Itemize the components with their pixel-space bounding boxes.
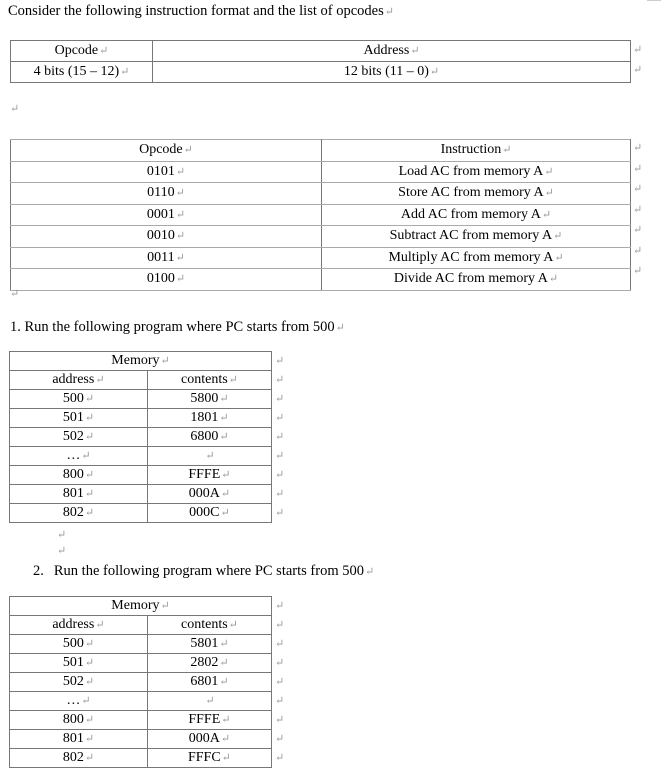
table-row: 502↵ 6800↵ bbox=[10, 428, 272, 447]
table-row: 802↵ 000C↵ bbox=[10, 504, 272, 523]
row-end-mark-icon: ↵ bbox=[275, 676, 285, 688]
row-end-mark-icon: ↵ bbox=[275, 488, 285, 500]
row-end-mark-icon: ↵ bbox=[275, 469, 285, 481]
table-row: 801↵ 000A↵ bbox=[10, 730, 272, 749]
row-end-mark-icon: ↵ bbox=[275, 600, 285, 612]
table-cell: Opcode↵ bbox=[11, 41, 153, 62]
row-end-mark-icon: ↵ bbox=[633, 204, 643, 216]
row-end-mark-icon: ↵ bbox=[275, 374, 285, 386]
row-end-mark-icon: ↵ bbox=[633, 142, 643, 154]
table-row: 501↵ 2802↵ bbox=[10, 654, 272, 673]
table-row bbox=[10, 352, 272, 371]
row-end-mark-icon: ↵ bbox=[275, 638, 285, 650]
table-row bbox=[10, 597, 272, 616]
memory-table-1 bbox=[9, 351, 272, 523]
row-end-mark-icon: ↵ bbox=[633, 163, 643, 175]
row-end-mark-icon: ↵ bbox=[275, 657, 285, 669]
question-1-text: 1. Run the following program where PC starts from 500↵ bbox=[10, 319, 345, 335]
table-row: 0011↵ Multiply AC from memory A↵ bbox=[11, 247, 631, 269]
table-row: 800↵ FFFE↵ bbox=[10, 711, 272, 730]
row-end-mark-icon: ↵ bbox=[275, 695, 285, 707]
row-end-mark-icon: ↵ bbox=[275, 733, 285, 745]
table-row: 0001↵ Add AC from memory A↵ bbox=[11, 204, 631, 226]
question-2-text: 2. Run the following program where PC starts from 500↵ bbox=[33, 563, 375, 579]
paragraph-mark-icon: ↵ bbox=[57, 545, 67, 557]
page-corner-line bbox=[647, 0, 661, 1]
table-row bbox=[11, 41, 631, 62]
table-row: 500↵ 5801↵ bbox=[10, 635, 272, 654]
memory-title: Memory↵ bbox=[10, 352, 272, 371]
row-end-mark-icon: ↵ bbox=[275, 355, 285, 367]
table-row: …↵ ↵ bbox=[10, 447, 272, 466]
row-end-mark-icon: ↵ bbox=[275, 450, 285, 462]
memory-table-2 bbox=[9, 596, 272, 768]
table-row: 800↵ FFFE↵ bbox=[10, 466, 272, 485]
row-end-mark-icon: ↵ bbox=[275, 619, 285, 631]
paragraph-mark-icon: ↵ bbox=[384, 6, 394, 18]
row-end-mark-icon: ↵ bbox=[275, 714, 285, 726]
paragraph-mark-icon: ↵ bbox=[57, 529, 67, 541]
row-end-mark-icon: ↵ bbox=[275, 412, 285, 424]
table-row: …↵ ↵ bbox=[10, 692, 272, 711]
intro-text: Consider the following instruction format and the list of opcodes↵ bbox=[8, 3, 394, 19]
row-end-mark-icon: ↵ bbox=[275, 393, 285, 405]
table-row: 802↵ FFFC↵ bbox=[10, 749, 272, 768]
row-end-mark-icon: ↵ bbox=[633, 44, 643, 56]
row-end-mark-icon: ↵ bbox=[633, 183, 643, 195]
memory-title: Memory↵ bbox=[10, 597, 272, 616]
table-row: 502↵ 6801↵ bbox=[10, 673, 272, 692]
table-row: 500↵ 5800↵ bbox=[10, 390, 272, 409]
row-end-mark-icon: ↵ bbox=[275, 507, 285, 519]
paragraph-mark-icon: ↵ bbox=[10, 288, 20, 300]
table-row: 0010↵ Subtract AC from memory A↵ bbox=[11, 226, 631, 248]
table-row: 501↵ 1801↵ bbox=[10, 409, 272, 428]
row-end-mark-icon: ↵ bbox=[633, 265, 643, 277]
opcode-table bbox=[10, 139, 631, 291]
table-row bbox=[11, 62, 631, 83]
row-end-mark-icon: ↵ bbox=[275, 431, 285, 443]
row-end-mark-icon: ↵ bbox=[633, 224, 643, 236]
table-cell: Address↵ bbox=[153, 41, 631, 62]
table-row: 0100↵ Divide AC from memory A↵ bbox=[11, 269, 631, 291]
table-row: 0101↵ Load AC from memory A↵ bbox=[11, 161, 631, 183]
table-row: Opcode↵ Instruction↵ bbox=[11, 140, 631, 162]
table-cell: 12 bits (11 – 0)↵ bbox=[153, 62, 631, 83]
row-end-mark-icon: ↵ bbox=[633, 245, 643, 257]
instruction-format-table bbox=[10, 40, 631, 83]
table-row: 801↵ 000A↵ bbox=[10, 485, 272, 504]
row-end-mark-icon: ↵ bbox=[275, 752, 285, 764]
row-end-mark-icon: ↵ bbox=[633, 64, 643, 76]
table-cell: 4 bits (15 – 12)↵ bbox=[11, 62, 153, 83]
table-row: address↵ contents↵ bbox=[10, 371, 272, 390]
table-row: address↵ contents↵ bbox=[10, 616, 272, 635]
table-row: 0110↵ Store AC from memory A↵ bbox=[11, 183, 631, 205]
paragraph-mark-icon: ↵ bbox=[10, 103, 20, 115]
